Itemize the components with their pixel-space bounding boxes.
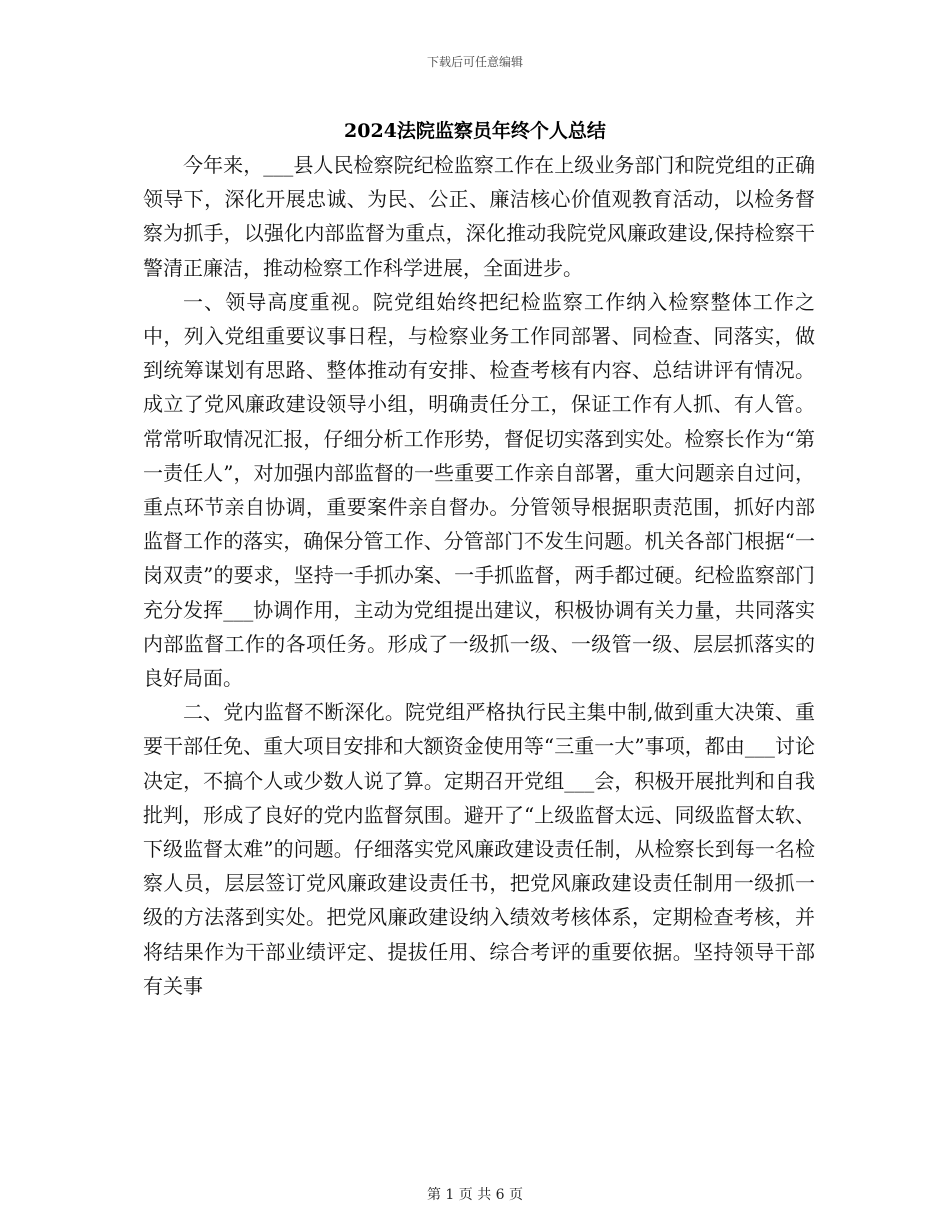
- paragraph-intro: 今年来，___县人民检察院纪检监察工作在上级业务部门和院党组的正确领导下，深化开展忠诚、为民、公正、廉洁核心价值观教育活动，以检务督察为抓手，以强化内部监督为重点，深化推动我院党风廉政建设,保持检察干警清正廉洁，推动检察工作科学进展，全面进步。: [143, 153, 815, 280]
- paragraph-leadership: 一、领导高度重视。院党组始终把纪检监察工作纳入检察整体工作之中，列入党组重要议事日程，与检察业务工作同部署、同检查、同落实，做到统筹谋划有思路、整体推动有安排、检查考核有内容、总结讲评有情况。成立了党风廉政建设领导小组，明确责任分工，保证工作有人抓、有人管。常常听取情况汇报，仔细分析工作形势，督促切实落到实处。检察长作为“第一责任人”，对加强内部监督的一些重要工作亲自部署，重大问题亲自过问，重点环节亲自协调，重要案件亲自督办。分管领导根据职责范围，抓好内部监督工作的落实，确保分管工作、分管部门不发生问题。机关各部门根据“一岗双责”的要求，坚持一手抓办案、一手抓监督，两手都过硬。纪检监察部门充分发挥___协调作用，主动为党组提出建议，积极协调有关力量，共同落实内部监督工作的各项任务。形成了一级抓一级、一级管一级、层层抓落实的良好局面。: [143, 289, 815, 691]
- document-body: [143, 148, 815, 1003]
- page-number: 第 1 页 共 6 页: [426, 1187, 524, 1203]
- paragraph-party-supervision: 二、党内监督不断深化。院党组严格执行民主集中制,做到重大决策、重要干部任免、重大项目安排和大额资金使用等“三重一大”事项，都由___讨论决定，不搞个人或少数人说了算。定期召开党组___会，积极开展批判和自我批判，形成了良好的党内监督氛围。避开了“上级监督太远、同级监督太软、下级监督太难”的问题。仔细落实党风廉政建设责任制，从检察长到每一名检察人员，层层签订党风廉政建设责任书，把党风廉政建设责任制用一级抓一级的方法落到实处。把党风廉政建设纳入绩效考核体系，定期检查考核，并将结果作为干部业绩评定、提拔任用、综合考评的重要依据。坚持领导干部有关事: [143, 700, 815, 998]
- document-title: 2024法院监察员年终个人总结: [344, 120, 606, 142]
- header-note: 下载后可任意编辑: [426, 55, 523, 69]
